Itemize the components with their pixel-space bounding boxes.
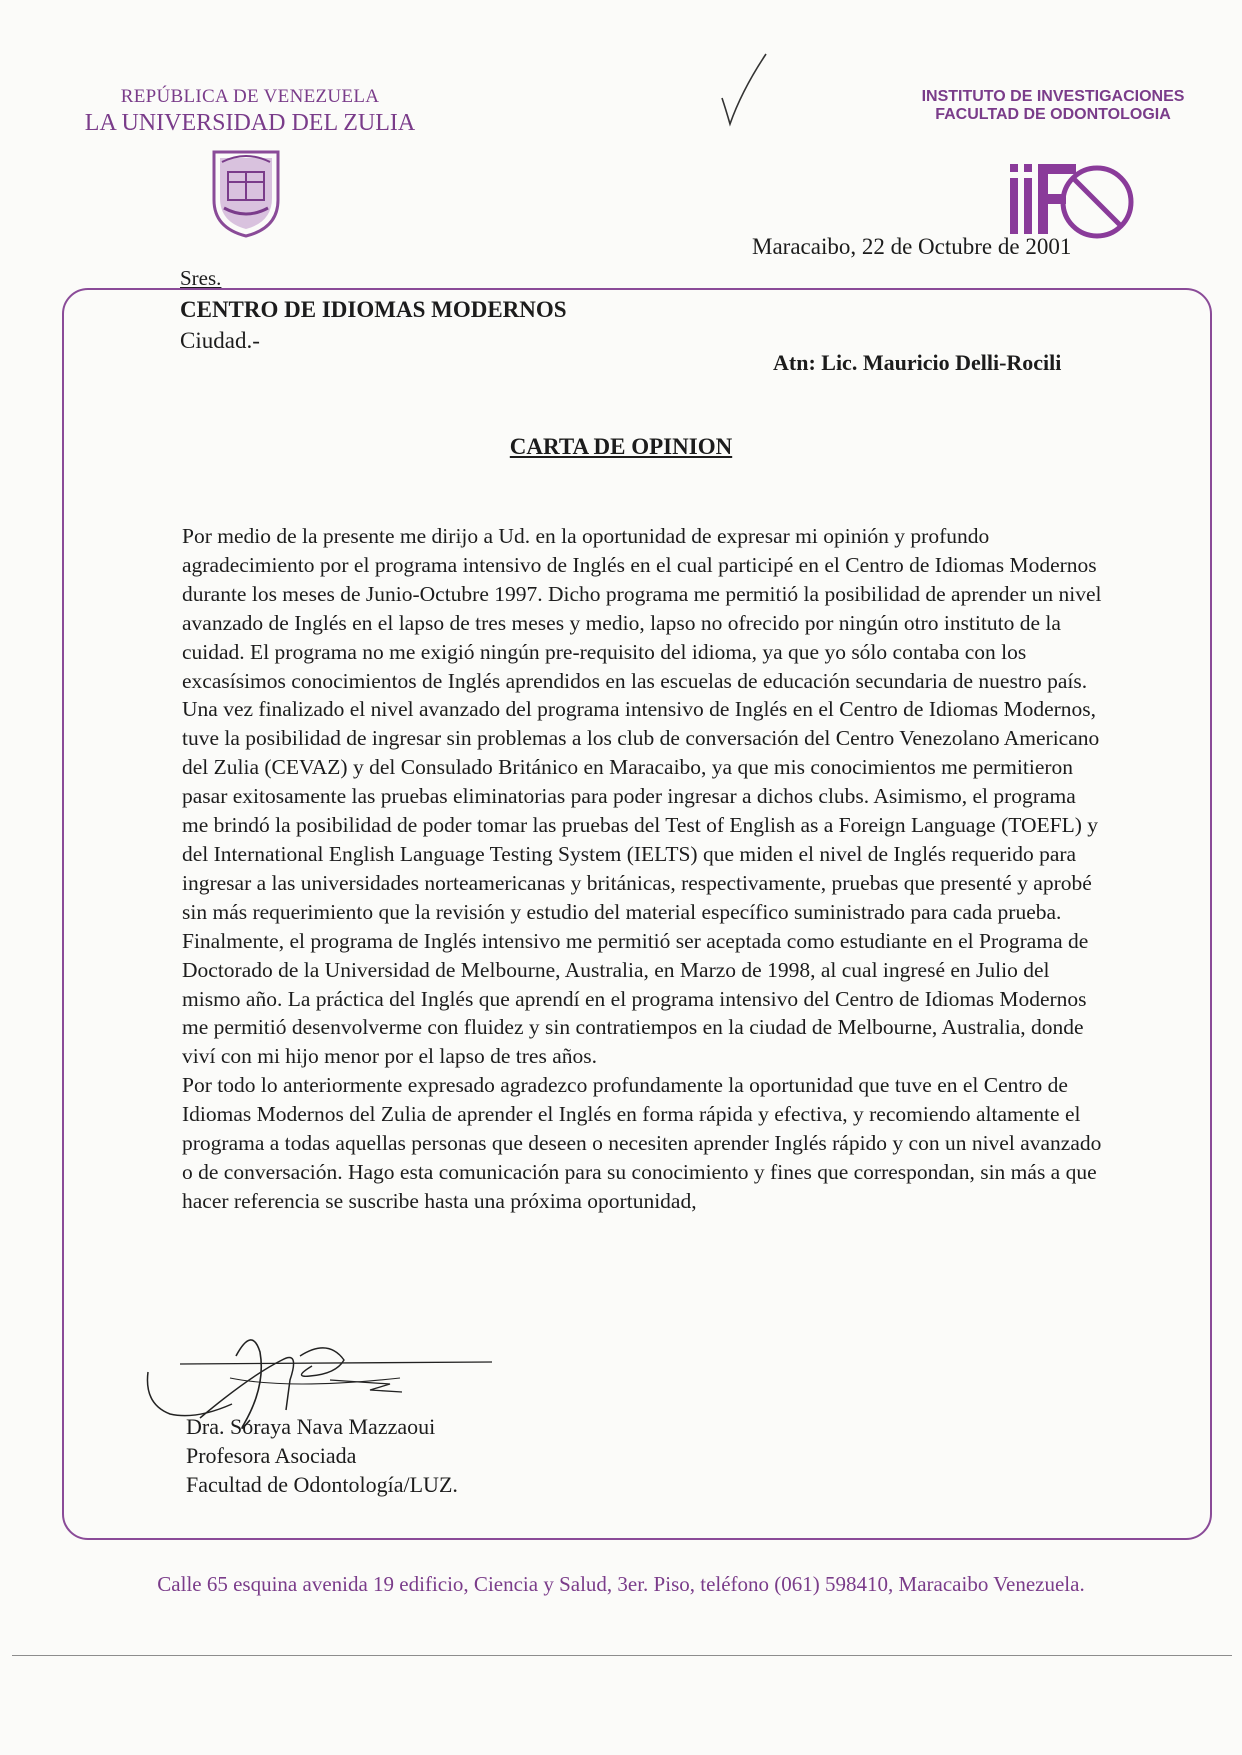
country-name: REPÚBLICA DE VENEZUELA: [120, 86, 380, 107]
letter-date: Maracaibo, 22 de Octubre de 2001: [752, 234, 1072, 259]
institute-header: [888, 88, 1218, 124]
body-paragraph: Por todo lo anteriormente expresado agradezco profundamente la oportunidad que tuve en el Centro de Idiomas Modernos del Zulia de aprender el Inglés en forma rápida y efectiva, y recomiendo altamente el programa a todas aquellas personas que deseen o necesiten aprender Inglés rápido y con un nivel avanzado o de conversación. Hago esta comunicación para su conocimiento y fines que correspondan, sin más a que hacer referencia se suscribe hasta una próxima oportunidad,: [182, 1073, 1102, 1213]
signer-name: Dra. Soraya Nava Mazzaoui: [186, 1414, 436, 1439]
university-header: [70, 86, 430, 137]
body-paragraph: Por medio de la presente me dirijo a Ud. en la oportunidad de expresar mi opinión y profundo agradecimiento por el programa intensivo de Inglés en el cual participé en el Centro de Idiomas Modernos durante los meses de Junio-Octubre 1997. Dicho programa me permitió la posibilidad de aprender un nivel avanzado de Inglés en el lapso de tres meses y medio, lapso no ofrecido por ningún otro instituto de la cuidad. El programa no me exigió ningún pre-requisito del idioma, ya que yo sólo contaba con los excasísimos conocimientos de Inglés aprendidos en las escuelas de educación secundaria de nuestro país. Una vez finalizado el nivel avanzado del programa intensivo de Inglés en el Centro de Idiomas Modernos, tuve la posibilidad de ingresar sin problemas a los club de conversación del Centro Venezolano Americano del Zulia (CEVAZ) y del Consulado Británico en Maracaibo, ya que mis conocimientos me permitieron pasar exitosamente las pruebas eliminatorias para poder ingresar a dichos clubs. Asimismo, el programa me brindó la posibilidad de poder tomar las pruebas del Test of English as a Foreign Language (TOEFL) y del International English Language Testing System (IELTS) que miden el nivel de Inglés requerido para ingresar a las universidades norteamericanas y británicas, respectivamente, pruebas que presenté y aprobé sin más requerimiento que la revisión y estudio del material específico suministrado para cada prueba. Finalmente, el programa de Inglés intensivo me permitió ser aceptada como estudiante en el Programa de Doctorado de la Universidad de Melbourne, Australia, en Marzo de 1998, al cual ingresé en Julio del mismo año. La práctica del Inglés que aprendí en el programa intensivo del Centro de Idiomas Modernos me permitió desenvolverme con fluidez y sin contratiempos en la ciudad de Melbourne, Australia, donde viví con mi hijo menor por el lapso de tres años.: [182, 524, 1102, 1069]
recipient-block: [180, 294, 567, 356]
faculty-name: FACULTAD DE ODONTOLOGIA: [935, 106, 1171, 123]
salutation: Sres.: [180, 266, 222, 290]
footer-address: Calle 65 esquina avenida 19 edificio, Ciencia y Salud, 3er. Piso, teléfono (061) 598410, Maracaibo Venezuela.: [157, 1572, 1085, 1596]
signer-block: [186, 1412, 458, 1499]
recipient-organization: CENTRO DE IDIOMAS MODERNOS: [180, 297, 567, 322]
page-bottom-divider: [12, 1655, 1232, 1656]
signer-affiliation: Facultad de Odontología/LUZ.: [186, 1472, 458, 1497]
letter-title: CARTA DE OPINION: [509, 434, 733, 459]
university-name: LA UNIVERSIDAD DEL ZULIA: [84, 110, 416, 136]
institute-name: INSTITUTO DE INVESTIGACIONES: [921, 88, 1185, 105]
attention-line: Atn: Lic. Mauricio Delli-Rocili: [773, 350, 1062, 375]
university-seal-icon: [206, 142, 286, 240]
signer-title: Profesora Asociada: [186, 1443, 357, 1468]
letter-body: [182, 522, 1102, 1216]
recipient-city: Ciudad.-: [180, 328, 260, 353]
handwritten-check-icon: [720, 50, 770, 130]
